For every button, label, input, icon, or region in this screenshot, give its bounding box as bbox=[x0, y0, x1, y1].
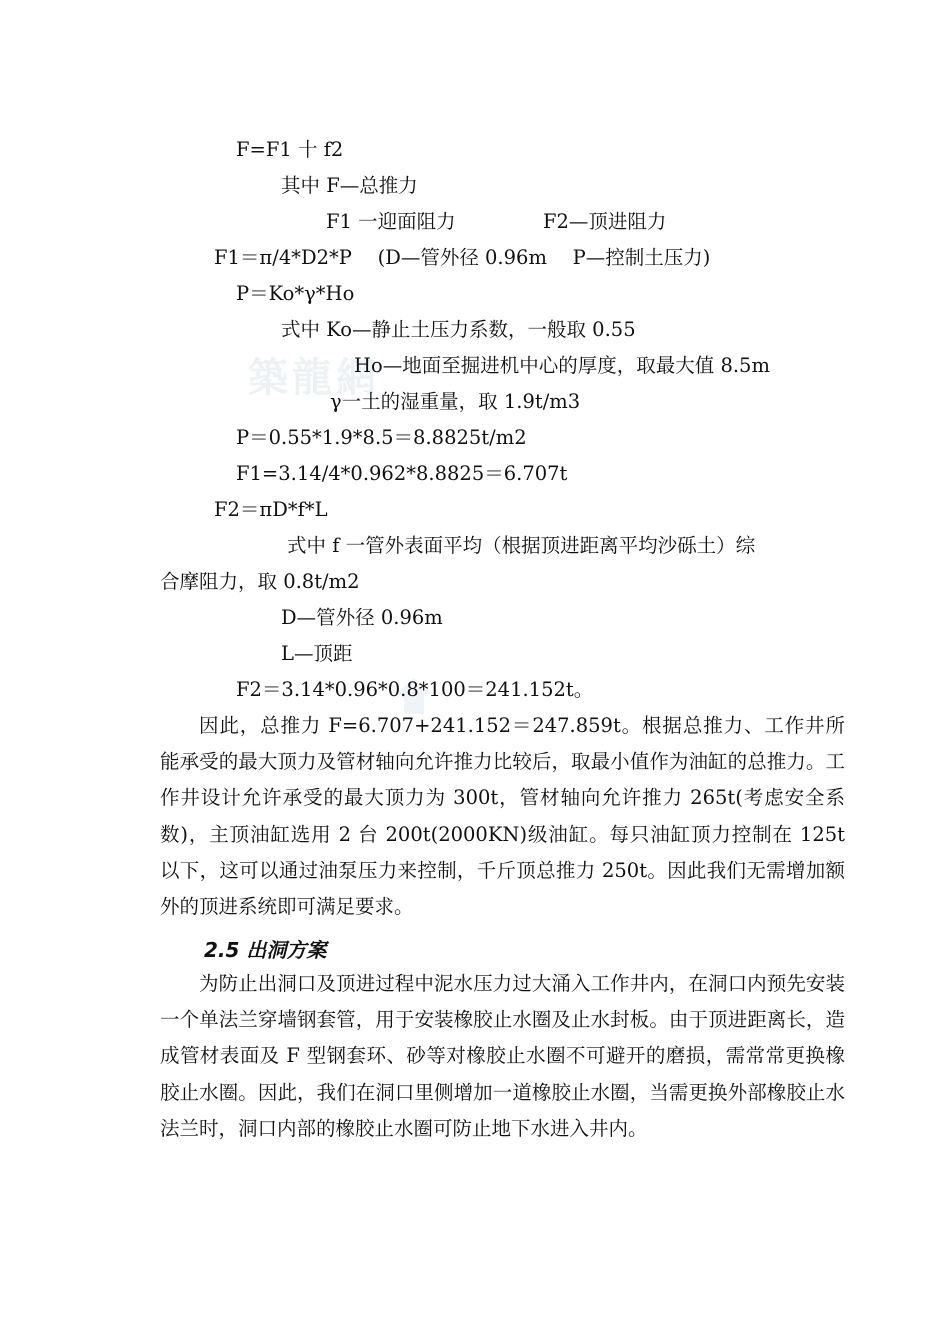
formula-line: F1＝π/4*D2*P (D—管外径 0.96m P—控制土压力) bbox=[214, 246, 711, 269]
formula-line-total: F=F1 十 f2 bbox=[236, 138, 344, 161]
formula-line: P＝Ko*γ*Ho bbox=[236, 282, 355, 305]
calculation-line: F2＝3.14*0.96*0.8*100＝241.152t。 bbox=[236, 678, 594, 701]
definition-line: L—顶距 bbox=[281, 642, 353, 665]
definition-line: γ一土的湿重量，取 1.9t/m3 bbox=[330, 390, 581, 413]
definition-line: 合摩阻力，取 0.8t/m2 bbox=[160, 570, 360, 593]
definition-line: F1 一迎面阻力 bbox=[326, 210, 456, 233]
definition-line: F2—顶进阻力 bbox=[543, 210, 667, 233]
watermark: 築龍網 bbox=[248, 354, 380, 401]
definition-line: 式中 Ko—静止土压力系数，一般取 0.55 bbox=[281, 318, 636, 341]
calculation-line: F1=3.14/4*0.962*8.8825＝6.707t bbox=[236, 462, 568, 485]
definition-line: D—管外径 0.96m bbox=[281, 606, 443, 629]
section-heading: 2.5 出洞方案 bbox=[204, 938, 327, 962]
body-paragraph: 为防止出洞口及顶进过程中泥水压力过大涌入工作井内，在洞口内预先安装一个单法兰穿墙钢套管，用于安装橡胶止水圈及止水封板。由于顶进距离长，造成管材表面及 F 型钢套环、砂等对橡胶止水圈不可避开的磨损，需常常更换橡胶止水圈。因此，我们在洞口里侧增加一道橡胶止水圈，当需更换外部橡胶止水法兰时，洞口内部的橡胶止水圈可防止地下水进入井内。 bbox=[160, 972, 845, 1140]
definition-line: 式中 f 一管外表面平均（根据顶进距离平均沙砾土）综 bbox=[287, 534, 756, 557]
body-paragraph: 因此，总推力 F=6.707+241.152＝247.859t。根据总推力、工作井所能承受的最大顶力及管材轴向允许推力比较后，取最小值作为油缸的总推力。工作井设计允许承受的最大顶力为 300t，管材轴向允许推力 265t(考虑安全系数)，主顶油缸选用 2 台 200t(2000KN)级油缸。每只油缸顶力控制在 125t 以下，这可以通过油泵压力来控制，千斤顶总推力 250t。因此我们无需增加额外的顶进系统即可满足要求。 bbox=[160, 714, 845, 919]
definition-line: 其中 F—总推力 bbox=[281, 174, 418, 197]
calculation-line: P＝0.55*1.9*8.5＝8.8825t/m2 bbox=[236, 426, 527, 449]
definition-line: Ho—地面至掘进机中心的厚度，取最大值 8.5m bbox=[354, 354, 770, 377]
formula-line: F2＝πD*f*L bbox=[214, 498, 328, 521]
